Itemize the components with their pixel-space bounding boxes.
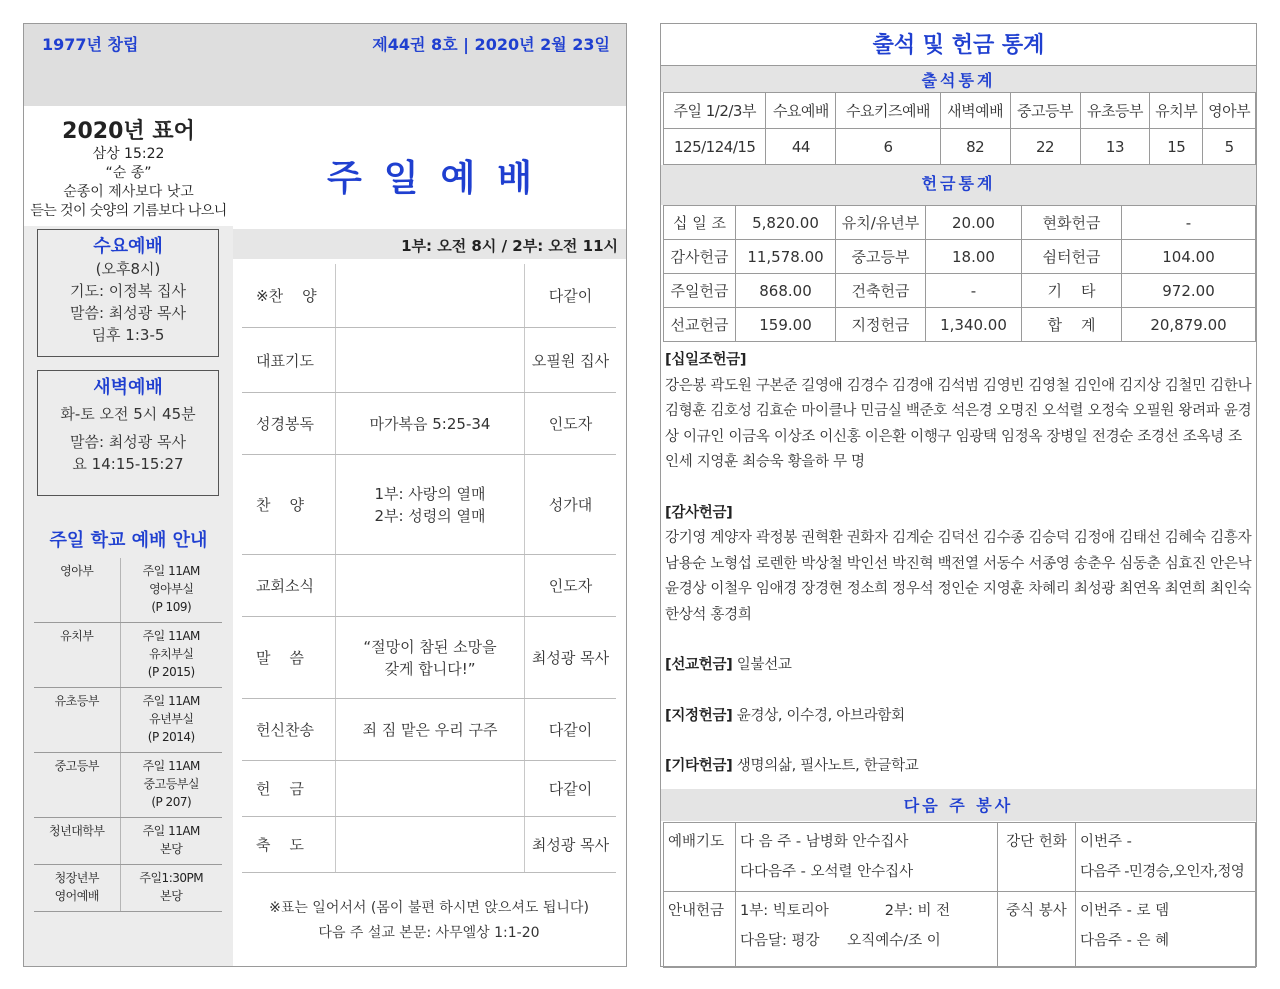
offering-label: 합 계 — [1022, 308, 1122, 342]
designated-label: [지정헌금] — [665, 707, 733, 724]
school-row — [34, 558, 222, 623]
usher-line1b: 2부: 비 전 — [884, 903, 951, 919]
attendance-value: 82 — [940, 129, 1010, 165]
attendance-table — [663, 92, 1256, 165]
thanks-label: [감사헌금] — [665, 504, 733, 521]
order-item: 헌 금 — [256, 780, 305, 798]
dawn-passage: 요 14:15-15:27 — [72, 455, 184, 473]
worship-title-area — [233, 106, 626, 226]
meal-label-cell — [998, 892, 1076, 968]
prayer-line1: 다 음 주 - 남병화 안수집사 — [740, 834, 909, 850]
order-row — [242, 393, 616, 455]
school-dept: 영아부 — [34, 558, 120, 623]
school-info: 주일 11AM 영아부실 (P 109) — [120, 558, 222, 623]
order-content — [335, 328, 525, 392]
attendance-value: 44 — [766, 129, 836, 165]
order-leader: 최성광 목사 — [531, 836, 610, 854]
wednesday-passage: 딤후 1:3-5 — [91, 326, 165, 344]
offering-amount: 11,578.00 — [736, 240, 836, 274]
prayer-label-cell — [664, 823, 736, 892]
flower-label-cell — [998, 823, 1076, 892]
offering-amount: 5,820.00 — [736, 206, 836, 240]
dawn-sermon: 말씀: 최성광 목사 — [69, 433, 187, 451]
offering-row — [664, 206, 1256, 240]
order-row — [242, 328, 616, 393]
order-leader: 오필원 집사 — [531, 351, 610, 370]
founded-year: 1977년 창립 — [42, 35, 139, 54]
school-dept: 유초등부 — [34, 688, 120, 753]
left-page — [23, 23, 627, 967]
usher-label: 안내헌금 — [668, 903, 725, 919]
offering-label: 현화헌금 — [1022, 206, 1122, 240]
offering-amount: 20.00 — [926, 206, 1022, 240]
school-info: 주일1:30PM 본당 — [120, 865, 222, 912]
order-row — [242, 555, 616, 617]
attendance-header: 중고등부 — [1010, 93, 1080, 129]
offering-amount: 18.00 — [926, 240, 1022, 274]
school-dept: 청년대학부 — [34, 818, 120, 865]
motto-line1: 순종이 제사보다 낫고 — [63, 184, 194, 200]
order-of-worship — [242, 264, 616, 873]
sidebar — [24, 106, 233, 966]
meal-label: 중식 봉사 — [1006, 903, 1067, 919]
offering-label: 중고등부 — [836, 240, 926, 274]
order-content — [335, 555, 525, 616]
motto-ref: 삼상 15:22 — [92, 146, 165, 162]
offering-amount: 868.00 — [736, 274, 836, 308]
attendance-value: 15 — [1150, 129, 1203, 165]
order-row — [242, 699, 616, 761]
sunday-school-table — [34, 558, 222, 912]
flower-line2: 다음주 -민경승,오인자,정영 — [1080, 864, 1245, 880]
offering-label: 십 일 조 — [664, 206, 736, 240]
attendance-header: 유치부 — [1150, 93, 1203, 129]
offering-row — [664, 308, 1256, 342]
order-leader: 다같이 — [548, 780, 593, 798]
school-info: 주일 11AM 본당 — [120, 818, 222, 865]
worship-notes — [242, 896, 616, 946]
motto-line2: 듣는 것이 숫양의 기름보다 나으니 — [30, 203, 227, 219]
tithe-names: 강은봉 곽도원 구본준 길영애 김경수 김경애 김석범 김영빈 김영철 김인애 김지상 김철민 김한나 김형훈 김호성 김효순 마이클나 민금실 백준호 석은경 오명진 오석렬 오정숙 오필원 왕려파 윤경상 이규인 이금옥 이상조 이신홍 이은환 이행구 임광택 임정옥 장병일 전경순 조경선 조옥녕 조인세 지영훈 최승욱 황을하 무 명 — [665, 377, 1252, 470]
tithe-label: [십일조헌금] — [665, 352, 747, 368]
school-dept: 중고등부 — [34, 753, 120, 818]
attendance-value: 125/124/15 — [664, 129, 766, 165]
offering-label: 주일헌금 — [664, 274, 736, 308]
sunday-school-title: 주일 학교 예배 안내 — [49, 530, 208, 551]
school-row — [34, 818, 222, 865]
order-item: 헌신찬송 — [256, 721, 314, 739]
offering-amount: 1,340.00 — [926, 308, 1022, 342]
next-week-table — [663, 822, 1256, 968]
order-item: 대표기도 — [256, 351, 314, 370]
next-sermon-note: 다음 주 설교 본문: 사무엘상 1:1-20 — [318, 925, 540, 941]
offering-amount: 972.00 — [1122, 274, 1256, 308]
yearly-motto — [24, 106, 233, 226]
order-item: 성경봉독 — [256, 415, 314, 433]
prayer-label: 예배기도 — [668, 834, 725, 850]
mission-label: [선교헌금] — [665, 657, 733, 673]
offering-table — [663, 205, 1256, 342]
attendance-header: 수요키즈예배 — [836, 93, 940, 129]
usher-line1a: 1부: 빅토리아 — [740, 903, 829, 919]
order-content — [335, 264, 525, 327]
offering-label: 유치/유년부 — [836, 206, 926, 240]
order-item: 찬 양 — [256, 496, 305, 514]
order-leader: 인도자 — [548, 577, 593, 595]
order-leader: 인도자 — [548, 415, 593, 433]
designated-names: 윤경상, 이수경, 아브라함회 — [736, 707, 905, 724]
order-content — [335, 817, 525, 872]
school-info: 주일 11AM 유치부실 (P 2015) — [120, 623, 222, 688]
offering-amount: - — [926, 274, 1022, 308]
offering-amount: 20,879.00 — [1122, 308, 1256, 342]
school-row — [34, 688, 222, 753]
wednesday-time: (오후8시) — [95, 260, 161, 278]
wednesday-title: 수요예배 — [93, 236, 163, 257]
meal-cell — [1076, 892, 1256, 968]
flower-cell — [1076, 823, 1256, 892]
offering-label: 지정헌금 — [836, 308, 926, 342]
offering-label: 건축헌금 — [836, 274, 926, 308]
bulletin-header — [24, 24, 626, 106]
usher-line2: 다음달: 평강 오직예수/조 이 — [740, 933, 941, 949]
usher-label-cell — [664, 892, 736, 968]
order-content: 1부: 사랑의 열매 2부: 성령의 열매 — [335, 455, 525, 554]
wednesday-prayer: 기도: 이정복 집사 — [69, 282, 187, 300]
attendance-value: 13 — [1080, 129, 1150, 165]
flower-label: 강단 헌화 — [1006, 834, 1067, 850]
attendance-header: 유초등부 — [1080, 93, 1150, 129]
prayer-cell — [736, 823, 998, 892]
next-week-band: 다음 주 봉사 — [661, 789, 1256, 821]
offering-amount: 104.00 — [1122, 240, 1256, 274]
offering-label: 감사헌금 — [664, 240, 736, 274]
offering-names — [665, 348, 1253, 780]
right-page — [660, 23, 1257, 967]
offering-label: 기 타 — [1022, 274, 1122, 308]
thanks-names: 강기영 계양자 곽정봉 권혁환 권화자 김계순 김덕선 김수종 김승덕 김정애 김태선 김혜숙 김흥자 남용순 노형섭 로렌한 박상철 박인선 박진혁 백전열 서동수 서종영 송춘우 심동춘 심효진 안은낙 윤경상 이철우 임애경 장경현 정소희 정우석 정인순 지영훈 차혜리 최성광 최연옥 최연희 최인숙 한상석 홍경희 — [665, 530, 1252, 623]
order-item: 교회소식 — [256, 577, 314, 595]
order-content: 마가복음 5:25-34 — [335, 393, 525, 454]
motto-theme: “순 종” — [105, 165, 152, 181]
attendance-header: 수요예배 — [766, 93, 836, 129]
order-row — [242, 455, 616, 555]
order-content: “절망이 참된 소망을 갖게 합니다!” — [335, 617, 525, 698]
service-times: 1부: 오전 8시 / 2부: 오전 11시 — [233, 229, 626, 259]
stats-title: 출석 및 헌금 통계 — [661, 24, 1256, 66]
order-content: 죄 짐 맡은 우리 구주 — [335, 699, 525, 760]
school-row — [34, 865, 222, 912]
worship-title: 주일예배 — [326, 158, 555, 199]
dawn-time: 화-토 오전 5시 45분 — [60, 405, 196, 423]
wednesday-service-box — [37, 229, 219, 357]
offering-label: 선교헌금 — [664, 308, 736, 342]
offering-label: 쉼터헌금 — [1022, 240, 1122, 274]
flower-line1: 이번주 - — [1080, 834, 1132, 850]
motto-title: 2020년 표어 — [62, 119, 195, 144]
school-row — [34, 623, 222, 688]
order-row — [242, 761, 616, 817]
order-leader: 다같이 — [548, 721, 593, 739]
attendance-header: 주일 1/2/3부 — [664, 93, 766, 129]
other-label: [기타헌금] — [665, 758, 733, 774]
order-item: 축 도 — [256, 836, 305, 854]
standing-note: ※표는 일어서서 (몸이 불편 하시면 앉으셔도 됩니다) — [269, 900, 589, 916]
school-dept: 유치부 — [34, 623, 120, 688]
order-leader: 성가대 — [548, 496, 593, 514]
offering-amount: - — [1122, 206, 1256, 240]
order-item: 말 씀 — [256, 649, 305, 667]
attendance-value: 6 — [836, 129, 940, 165]
school-row — [34, 753, 222, 818]
attendance-band: 출석통계 — [661, 66, 1256, 92]
attendance-value: 5 — [1203, 129, 1256, 165]
issue-info: 제44권 8호 | 2020년 2월 23일 — [372, 35, 610, 54]
school-dept: 청장년부 영어예배 — [34, 865, 120, 912]
attendance-header: 영아부 — [1203, 93, 1256, 129]
usher-cell — [736, 892, 998, 968]
order-item: ※찬 양 — [256, 287, 317, 305]
meal-line2: 다음주 - 은 혜 — [1080, 933, 1170, 949]
wednesday-sermon: 말씀: 최성광 목사 — [69, 304, 187, 322]
offering-row — [664, 240, 1256, 274]
offering-amount: 159.00 — [736, 308, 836, 342]
other-names: 생명의삶, 필사노트, 한글학교 — [736, 758, 919, 774]
attendance-header: 새벽예배 — [940, 93, 1010, 129]
order-row — [242, 264, 616, 328]
order-row — [242, 617, 616, 699]
offering-band: 헌금통계 — [661, 165, 1256, 205]
dawn-service-box — [37, 370, 219, 496]
order-content — [335, 761, 525, 816]
order-row — [242, 817, 616, 873]
meal-line1: 이번주 - 로 뎀 — [1080, 903, 1170, 919]
school-info: 주일 11AM 중고등부실 (P 207) — [120, 753, 222, 818]
prayer-line2: 다다음주 - 오석렬 안수집사 — [740, 864, 914, 880]
mission-names: 일불선교 — [736, 657, 792, 673]
order-leader: 다같이 — [548, 287, 593, 305]
attendance-value: 22 — [1010, 129, 1080, 165]
dawn-title: 새벽예배 — [93, 377, 163, 398]
order-leader: 최성광 목사 — [531, 649, 610, 667]
school-info: 주일 11AM 유년부실 (P 2014) — [120, 688, 222, 753]
offering-row — [664, 274, 1256, 308]
